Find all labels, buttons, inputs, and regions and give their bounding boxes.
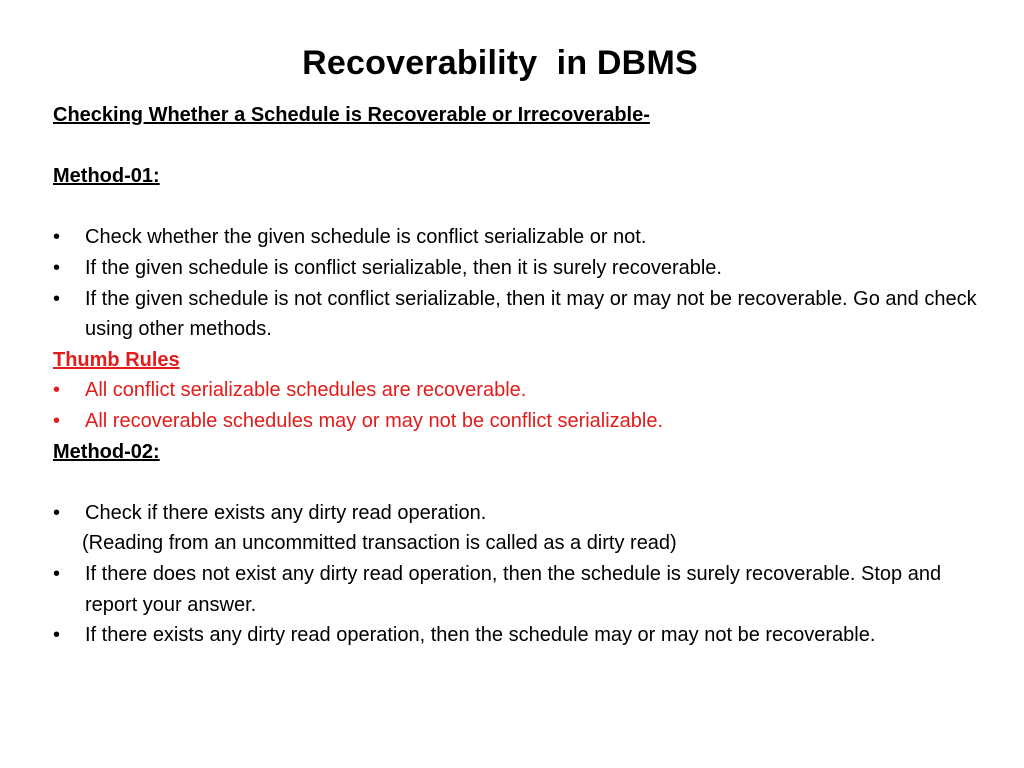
- bullet-icon: •: [53, 287, 61, 310]
- bullet-icon: •: [53, 562, 61, 585]
- dirty-read-note: (Reading from an uncommitted transaction is called as a dirty read): [82, 532, 677, 555]
- section-subtitle: Checking Whether a Schedule is Recoverable or Irrecoverable-: [53, 104, 650, 126]
- method-02-bullet: [53, 498, 983, 529]
- slide-body: [53, 100, 983, 651]
- bullet-text: All conflict serializable schedules are recoverable.: [85, 379, 527, 402]
- thumb-rule-bullet: [53, 406, 983, 437]
- method-01-heading: Method-01:: [53, 165, 160, 188]
- spacer: [53, 467, 983, 498]
- bullet-icon: •: [53, 624, 61, 647]
- slide-title: Recoverability in DBMS: [302, 44, 698, 82]
- bullet-icon: •: [53, 501, 61, 524]
- bullet-text: Check if there exists any dirty read operation.: [85, 501, 487, 524]
- thumb-rule-bullet: [53, 375, 983, 406]
- thumb-rules-heading: Thumb Rules: [53, 348, 180, 371]
- bullet-text: Check whether the given schedule is conflict serializable or not.: [85, 226, 647, 249]
- bullet-text: All recoverable schedules may or may not be conflict serializable.: [85, 409, 664, 432]
- bullet-icon: •: [53, 409, 61, 432]
- bullet-text: If the given schedule is not conflict serializable, then it may or may not be recoverable. Go and check using other methods.: [85, 287, 977, 341]
- spacer: [53, 131, 983, 162]
- method-02-bullet: [53, 620, 983, 651]
- bullet-icon: •: [53, 256, 61, 279]
- spacer: [53, 192, 983, 223]
- method-02-heading: Method-02:: [53, 440, 160, 463]
- bullet-text: If the given schedule is conflict serializable, then it is surely recoverable.: [85, 256, 722, 279]
- method-01-bullet: [53, 253, 983, 284]
- method-02-bullet: [53, 559, 983, 620]
- method-01-bullet: [53, 284, 983, 345]
- bullet-text: If there exists any dirty read operation, then the schedule may or may not be recoverable.: [85, 624, 876, 647]
- bullet-icon: •: [53, 226, 61, 249]
- bullet-text: If there does not exist any dirty read operation, then the schedule is surely recoverable. Stop and report your answer.: [85, 562, 942, 616]
- method-01-bullet: [53, 222, 983, 253]
- bullet-icon: •: [53, 379, 61, 402]
